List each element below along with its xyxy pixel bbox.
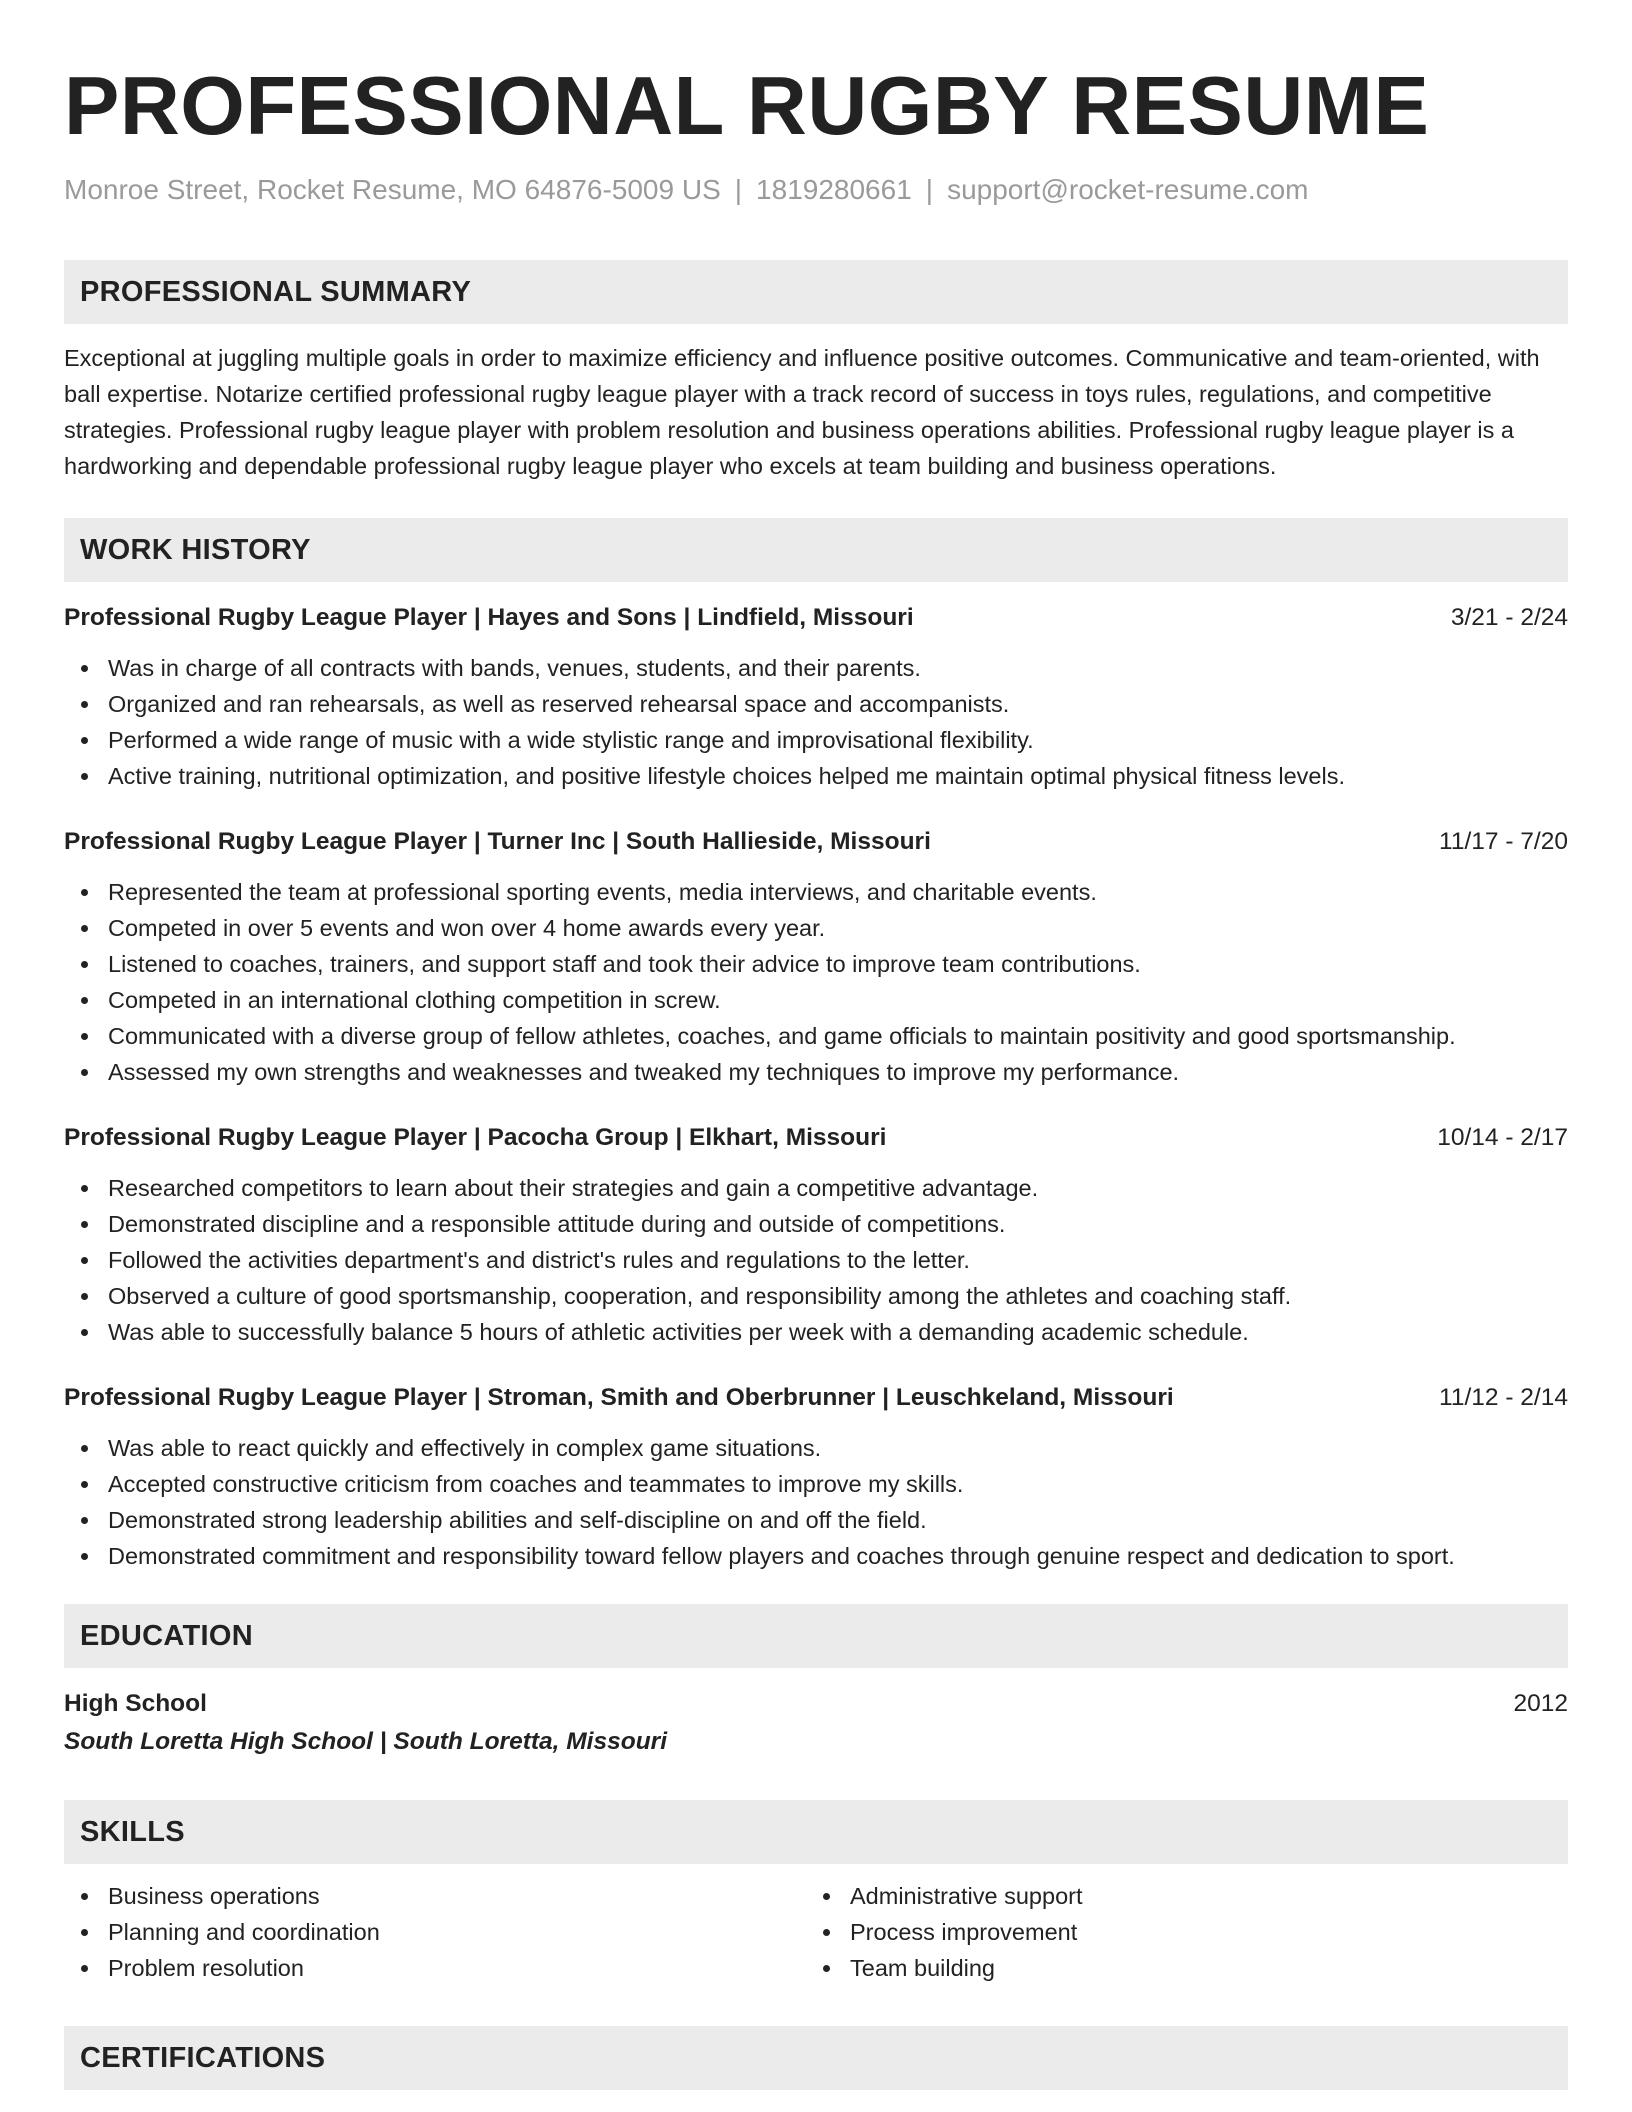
job-bullet: Demonstrated commitment and responsibility toward fellow players and coaches through genuine respect and dedication to sport. [64, 1538, 1568, 1574]
skill-item: Team building [806, 1950, 1548, 1986]
job-entry [64, 1380, 1568, 1574]
job-entry [64, 824, 1568, 1090]
contact-email: support@rocket-resume.com [947, 174, 1309, 205]
job-title: Professional Rugby League Player | Stroman, Smith and Oberbrunner | Leuschkeland, Missouri [64, 1384, 1174, 1411]
skills-column-left [64, 1878, 806, 1986]
resume-title: PROFESSIONAL RUGBY RESUME [64, 59, 1430, 152]
education-school: South Loretta High School | South Loretta, Missouri [64, 1728, 668, 1755]
job-bullets [64, 1430, 1568, 1574]
job-bullet: Competed in over 5 events and won over 4 home awards every year. [64, 910, 1568, 946]
job-bullet: Demonstrated strong leadership abilities and self-discipline on and off the field. [64, 1502, 1568, 1538]
education-year: 2012 [1513, 1690, 1568, 1717]
job-entry [64, 600, 1568, 794]
job-title: Professional Rugby League Player | Pacocha Group | Elkhart, Missouri [64, 1124, 887, 1151]
job-dates: 11/12 - 2/14 [1439, 1384, 1568, 1411]
skill-item: Planning and coordination [64, 1914, 806, 1950]
job-entry [64, 1120, 1568, 1350]
skills-column-right [806, 1878, 1548, 1986]
contact-address: Monroe Street, Rocket Resume, MO 64876-5009 US [64, 174, 721, 205]
skill-item: Business operations [64, 1878, 806, 1914]
job-bullet: Demonstrated discipline and a responsible attitude during and outside of competitions. [64, 1206, 1568, 1242]
job-dates: 10/14 - 2/17 [1437, 1124, 1568, 1151]
job-bullet: Researched competitors to learn about their strategies and gain a competitive advantage. [64, 1170, 1568, 1206]
skills-grid [64, 1878, 1568, 1986]
skill-item: Administrative support [806, 1878, 1548, 1914]
job-dates: 11/17 - 7/20 [1439, 828, 1568, 855]
section-header-skills: SKILLS [64, 1800, 1568, 1864]
job-bullet: Performed a wide range of music with a wide stylistic range and improvisational flexibility. [64, 722, 1568, 758]
job-bullets [64, 874, 1568, 1090]
contact-separator: | [734, 174, 743, 205]
job-bullet: Competed in an international clothing competition in screw. [64, 982, 1568, 1018]
job-title: Professional Rugby League Player | Hayes and Sons | Lindfield, Missouri [64, 604, 914, 631]
job-title: Professional Rugby League Player | Turner Inc | South Hallieside, Missouri [64, 828, 931, 855]
job-bullet: Was able to successfully balance 5 hours of athletic activities per week with a demanding academic schedule. [64, 1314, 1568, 1350]
section-header-summary: PROFESSIONAL SUMMARY [64, 260, 1568, 324]
job-bullet: Was in charge of all contracts with bands, venues, students, and their parents. [64, 650, 1568, 686]
section-header-education: EDUCATION [64, 1604, 1568, 1668]
education-degree: High School [64, 1690, 207, 1717]
job-bullets [64, 1170, 1568, 1350]
job-bullet: Observed a culture of good sportsmanship, cooperation, and responsibility among the athletes and coaching staff. [64, 1278, 1568, 1314]
job-bullets [64, 650, 1568, 794]
skill-item: Problem resolution [64, 1950, 806, 1986]
job-bullet: Listened to coaches, trainers, and support staff and took their advice to improve team contributions. [64, 946, 1568, 982]
contact-separator: | [925, 174, 934, 205]
job-bullet: Organized and ran rehearsals, as well as reserved rehearsal space and accompanists. [64, 686, 1568, 722]
section-header-certifications: CERTIFICATIONS [64, 2026, 1568, 2090]
job-dates: 3/21 - 2/24 [1450, 604, 1568, 631]
summary-text: Exceptional at juggling multiple goals in order to maximize efficiency and influence positive outcomes. Communicative and team-oriented, with ball expertise. Notarize certified professional rugby league player with a track record of success in toys rules, regulations, and competitive strategies. Professional rugby league player with problem resolution and business operations abilities. Professional rugby league player is a hardworking and dependable professional rugby league player who excels at team building and business operations. [64, 345, 1540, 479]
job-bullet: Was able to react quickly and effectively in complex game situations. [64, 1430, 1568, 1466]
job-bullet: Assessed my own strengths and weaknesses and tweaked my techniques to improve my performance. [64, 1054, 1568, 1090]
job-bullet: Communicated with a diverse group of fellow athletes, coaches, and game officials to maintain positivity and good sportsmanship. [64, 1018, 1568, 1054]
job-bullet: Followed the activities department's and district's rules and regulations to the letter. [64, 1242, 1568, 1278]
contact-line [64, 172, 1568, 208]
job-bullet: Accepted constructive criticism from coaches and teammates to improve my skills. [64, 1466, 1568, 1502]
job-bullet: Active training, nutritional optimization, and positive lifestyle choices helped me maintain optimal physical fitness levels. [64, 758, 1568, 794]
skill-item: Process improvement [806, 1914, 1548, 1950]
section-header-work-history: WORK HISTORY [64, 518, 1568, 582]
resume-page [64, 56, 1568, 2090]
job-bullet: Represented the team at professional sporting events, media interviews, and charitable events. [64, 874, 1568, 910]
contact-phone: 1819280661 [756, 174, 912, 205]
